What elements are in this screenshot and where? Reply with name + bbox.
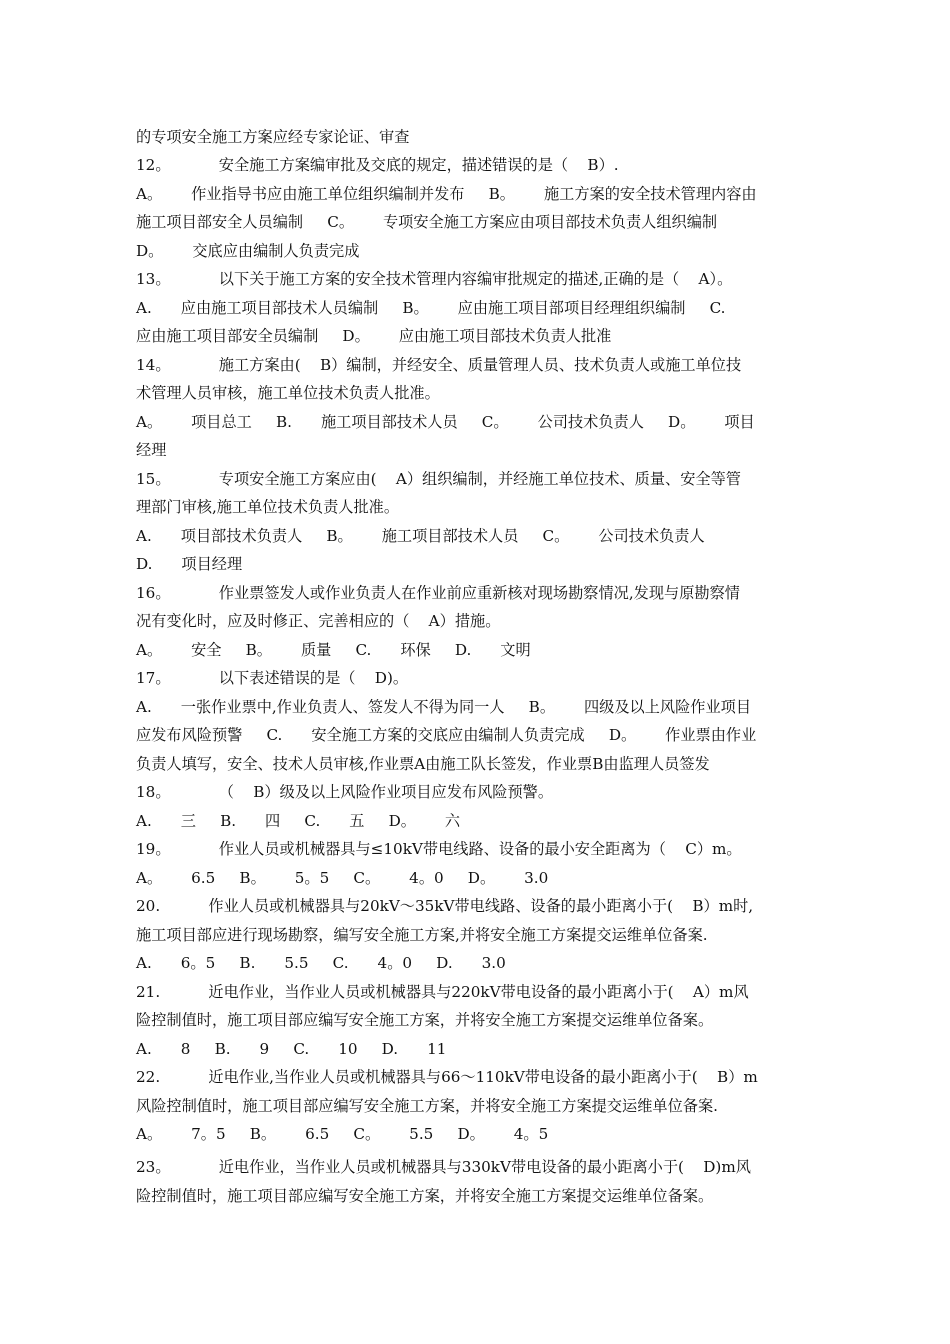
question-19: 19。 作业人员或机械器具与≤10kV带电线路、设备的最小安全距离为（ C）m。 bbox=[136, 840, 742, 858]
question-22: 22. 近电作业,当作业人员或机械器具与66～110kV带电设备的最小距离小于( B）m bbox=[136, 1068, 758, 1086]
text-line: 术管理人员审核，施工单位技术负责人批准。 bbox=[136, 384, 440, 402]
question-18: 18。 （ B）级及以上风险作业项目应发布风险预警。 bbox=[136, 783, 554, 801]
options-line: 应发布风险预警 C. 安全施工方案的交底应由编制人负责完成 D。 作业票由作业 bbox=[136, 726, 757, 744]
question-21: 21. 近电作业，当作业人员或机械器具与220kV带电设备的最小距离小于( A）m风 bbox=[136, 983, 749, 1001]
question-13: 13。 以下关于施工方案的安全技术管理内容编审批规定的描述,正确的是（ A）。 bbox=[136, 270, 733, 288]
options-line: A. 应由施工项目部技术人员编制 B。 应由施工项目部项目经理组织编制 C. bbox=[136, 299, 726, 317]
options-line: D。 交底应由编制人负责完成 bbox=[136, 242, 360, 260]
text-line: 险控制值时，施工项目部应编写安全施工方案，并将安全施工方案提交运维单位备案。 bbox=[136, 1187, 714, 1205]
text-line: 况有变化时，应及时修正、完善相应的（ A）措施。 bbox=[136, 612, 501, 630]
question-15: 15。 专项安全施工方案应由( A）组织编制，并经施工单位技术、质量、安全等管 bbox=[136, 470, 741, 488]
options-line: A。 安全 B。 质量 C. 环保 D. 文明 bbox=[136, 641, 531, 659]
options-line: A。 作业指导书应由施工单位组织编制并发布 B。 施工方案的安全技术管理内容由 bbox=[136, 185, 757, 203]
options-line: A。 6.5 B。 5。5 C。 4。0 D。 3.0 bbox=[136, 869, 549, 887]
options-line: A。 项目总工 B. 施工项目部技术人员 C。 公司技术负责人 D。 项目 bbox=[136, 413, 755, 431]
question-17: 17。 以下表述错误的是（ D)。 bbox=[136, 669, 409, 687]
options-line: 应由施工项目部安全员编制 D。 应由施工项目部技术负责人批准 bbox=[136, 327, 612, 345]
text-line: 理部门审核,施工单位技术负责人批准。 bbox=[136, 498, 400, 516]
options-line: A. 三 B. 四 C. 五 D。 六 bbox=[136, 812, 461, 830]
question-12: 12。 安全施工方案编审批及交底的规定，描述错误的是（ B）. bbox=[136, 156, 619, 174]
question-14: 14。 施工方案由( B）编制，并经安全、质量管理人员、技术负责人或施工单位技 bbox=[136, 356, 742, 374]
options-line: A. 8 B. 9 C. 10 D. 11 bbox=[136, 1040, 447, 1058]
options-line: 经理 bbox=[136, 441, 167, 459]
options-line: D. 项目经理 bbox=[136, 555, 243, 573]
options-line: 负责人填写，安全、技术人员审核,作业票A由施工队长签发，作业票B由监理人员签发 bbox=[136, 755, 710, 773]
question-20: 20. 作业人员或机械器具与20kV～35kV带电线路、设备的最小距离小于( B）m时, bbox=[136, 897, 754, 915]
text-line: 风险控制值时，施工项目部应编写安全施工方案，并将安全施工方案提交运维单位备案. bbox=[136, 1097, 718, 1115]
text-line: 施工项目部应进行现场勘察，编写安全施工方案,并将安全施工方案提交运维单位备案. bbox=[136, 926, 708, 944]
options-line: 施工项目部安全人员编制 C。 专项安全施工方案应由项目部技术负责人组织编制 bbox=[136, 213, 718, 231]
text-line: 的专项安全施工方案应经专家论证、审查 bbox=[136, 128, 410, 146]
options-line: A。 7。5 B。 6.5 C。 5.5 D。 4。5 bbox=[136, 1125, 549, 1143]
question-23: 23。 近电作业，当作业人员或机械器具与330kV带电设备的最小距离小于( D)m风 bbox=[136, 1158, 751, 1176]
options-line: A. 6。5 B. 5.5 C. 4。0 D. 3.0 bbox=[136, 954, 506, 972]
question-16: 16。 作业票签发人或作业负责人在作业前应重新核对现场勘察情况,发现与原勘察情 bbox=[136, 584, 740, 602]
options-line: A. 项目部技术负责人 B。 施工项目部技术人员 C。 公司技术负责人 bbox=[136, 527, 705, 545]
text-line: 险控制值时，施工项目部应编写安全施工方案，并将安全施工方案提交运维单位备案。 bbox=[136, 1011, 714, 1029]
options-line: A. 一张作业票中,作业负责人、签发人不得为同一人 B。 四级及以上风险作业项目 bbox=[136, 698, 752, 716]
